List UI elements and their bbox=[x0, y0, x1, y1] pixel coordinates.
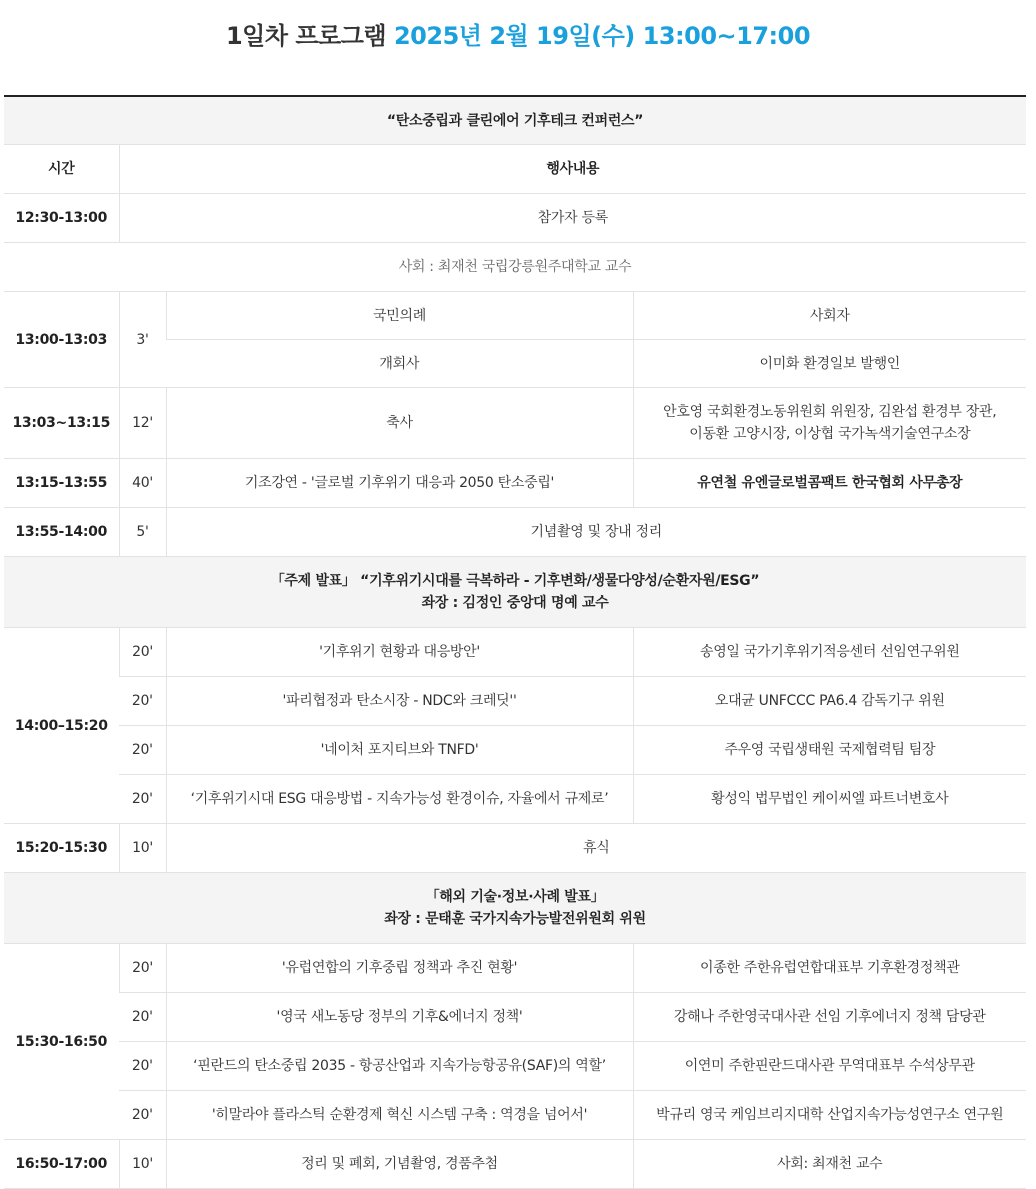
opening-row bbox=[4, 292, 1026, 340]
opening-item: 국민의례 bbox=[166, 292, 633, 340]
talk-topic: '영국 새노동당 정부의 기후&에너지 정책' bbox=[166, 993, 633, 1042]
talk-topic: '기후위기 현황과 대응방안' bbox=[166, 628, 633, 677]
opening-person: 사회자 bbox=[633, 292, 1026, 340]
congrats-person-line: 안호영 국회환경노동위원회 위원장, 김완섭 환경부 장관, bbox=[663, 404, 997, 420]
talk-speaker: 황성익 법무법인 케이씨엘 파트너변호사 bbox=[633, 775, 1026, 824]
session2-title: 「해외 기술·정보·사례 발표」 bbox=[425, 889, 605, 905]
keynote-item: 기조강연 - '글로벌 기후위기 대응과 2050 탄소중립' bbox=[166, 459, 633, 508]
talk-duration: 20' bbox=[119, 1042, 166, 1091]
session2-row bbox=[4, 993, 1026, 1042]
closing-time: 16:50-17:00 bbox=[4, 1140, 119, 1189]
session1-row bbox=[4, 775, 1026, 824]
closing-row bbox=[4, 1140, 1026, 1189]
session2-time: 15:30-16:50 bbox=[4, 944, 119, 1140]
talk-speaker: 오대균 UNFCCC PA6.4 감독기구 위원 bbox=[633, 677, 1026, 726]
closing-item: 정리 및 폐회, 기념촬영, 경품추첨 bbox=[166, 1140, 633, 1189]
host-note: 사회 : 최재천 국립강릉원주대학교 교수 bbox=[4, 243, 1026, 292]
registration-time: 12:30-13:00 bbox=[4, 194, 119, 243]
talk-speaker: 이연미 주한핀란드대사관 무역대표부 수석상무관 bbox=[633, 1042, 1026, 1091]
photo-duration: 5' bbox=[119, 508, 166, 557]
break-row bbox=[4, 824, 1026, 873]
registration-text: 참가자 등록 bbox=[119, 194, 1026, 243]
session1-row bbox=[4, 628, 1026, 677]
opening-duration: 3' bbox=[119, 292, 166, 388]
talk-topic: '유럽연합의 기후중립 정책과 추진 현황' bbox=[166, 944, 633, 993]
opening-time: 13:00-13:03 bbox=[4, 292, 119, 388]
header-time: 시간 bbox=[4, 145, 119, 194]
break-text: 휴식 bbox=[166, 824, 1026, 873]
talk-duration: 20' bbox=[119, 944, 166, 993]
session2-chair: 좌장 : 문태훈 국가지속가능발전위원회 위원 bbox=[384, 911, 646, 927]
program-table bbox=[4, 95, 1026, 1189]
conference-title: “탄소중립과 클린에어 기후테크 컨퍼런스” bbox=[4, 96, 1026, 145]
talk-speaker: 이종한 주한유럽연합대표부 기후환경정책관 bbox=[633, 944, 1026, 993]
break-duration: 10' bbox=[119, 824, 166, 873]
photo-time: 13:55-14:00 bbox=[4, 508, 119, 557]
talk-topic: '히말라야 플라스틱 순환경제 혁신 시스템 구축 : 역경을 넘어서' bbox=[166, 1091, 633, 1140]
congrats-person bbox=[633, 388, 1026, 459]
congrats-item: 축사 bbox=[166, 388, 633, 459]
congrats-row bbox=[4, 388, 1026, 459]
keynote-person: 유연철 유엔글로벌콤팩트 한국협회 사무총장 bbox=[633, 459, 1026, 508]
session1-time: 14:00–15:20 bbox=[4, 628, 119, 824]
talk-topic: ‘기후위기시대 ESG 대응방법 - 지속가능성 환경이슈, 자율에서 규제로’ bbox=[166, 775, 633, 824]
session1-row bbox=[4, 677, 1026, 726]
opening-person: 이미화 환경일보 발행인 bbox=[633, 340, 1026, 388]
keynote-time: 13:15-13:55 bbox=[4, 459, 119, 508]
session2-header-row bbox=[4, 873, 1026, 944]
session2-header bbox=[4, 873, 1026, 944]
talk-duration: 20' bbox=[119, 775, 166, 824]
keynote-row bbox=[4, 459, 1026, 508]
page-title bbox=[0, 0, 1036, 58]
talk-duration: 20' bbox=[119, 993, 166, 1042]
talk-speaker: 주우영 국립생태원 국제협력팀 팀장 bbox=[633, 726, 1026, 775]
header-content: 행사내용 bbox=[119, 145, 1026, 194]
photo-text: 기념촬영 및 장내 정리 bbox=[166, 508, 1026, 557]
closing-duration: 10' bbox=[119, 1140, 166, 1189]
session1-header bbox=[4, 557, 1026, 628]
keynote-duration: 40' bbox=[119, 459, 166, 508]
talk-topic: ‘핀란드의 탄소중립 2035 - 항공산업과 지속가능항공유(SAF)의 역할’ bbox=[166, 1042, 633, 1091]
talk-topic: '네이처 포지티브와 TNFD' bbox=[166, 726, 633, 775]
talk-duration: 20' bbox=[119, 726, 166, 775]
session1-title: 「주제 발표」 “기후위기시대를 극복하라 - 기후변화/생물다양성/순환자원/ESG” bbox=[270, 573, 760, 589]
registration-row bbox=[4, 194, 1026, 243]
session1-header-row bbox=[4, 557, 1026, 628]
closing-person: 사회: 최재천 교수 bbox=[633, 1140, 1026, 1189]
talk-topic: '파리협정과 탄소시장 - NDC와 크레딧'' bbox=[166, 677, 633, 726]
congrats-person-line: 이동환 고양시장, 이상협 국가녹색기술연구소장 bbox=[689, 426, 971, 442]
session2-row bbox=[4, 944, 1026, 993]
talk-duration: 20' bbox=[119, 628, 166, 677]
congrats-time: 13:03~13:15 bbox=[4, 388, 119, 459]
host-note-row bbox=[4, 243, 1026, 292]
talk-duration: 20' bbox=[119, 1091, 166, 1140]
session1-chair: 좌장 : 김정인 중앙대 명예 교수 bbox=[421, 595, 609, 611]
opening-item: 개회사 bbox=[166, 340, 633, 388]
page-title-datetime: 2025년 2월 19일(수) 13:00~17:00 bbox=[393, 22, 811, 50]
talk-speaker: 박규리 영국 케임브리지대학 산업지속가능성연구소 연구원 bbox=[633, 1091, 1026, 1140]
session2-row bbox=[4, 1091, 1026, 1140]
congrats-duration: 12' bbox=[119, 388, 166, 459]
header-row bbox=[4, 145, 1026, 194]
photo-row bbox=[4, 508, 1026, 557]
talk-duration: 20' bbox=[119, 677, 166, 726]
session1-row bbox=[4, 726, 1026, 775]
talk-speaker: 강해나 주한영국대사관 선임 기후에너지 정책 담당관 bbox=[633, 993, 1026, 1042]
page-title-prefix: 1일차 프로그램 bbox=[225, 22, 387, 50]
talk-speaker: 송영일 국가기후위기적응센터 선임연구위원 bbox=[633, 628, 1026, 677]
break-time: 15:20-15:30 bbox=[4, 824, 119, 873]
conference-title-row bbox=[4, 96, 1026, 145]
session2-row bbox=[4, 1042, 1026, 1091]
